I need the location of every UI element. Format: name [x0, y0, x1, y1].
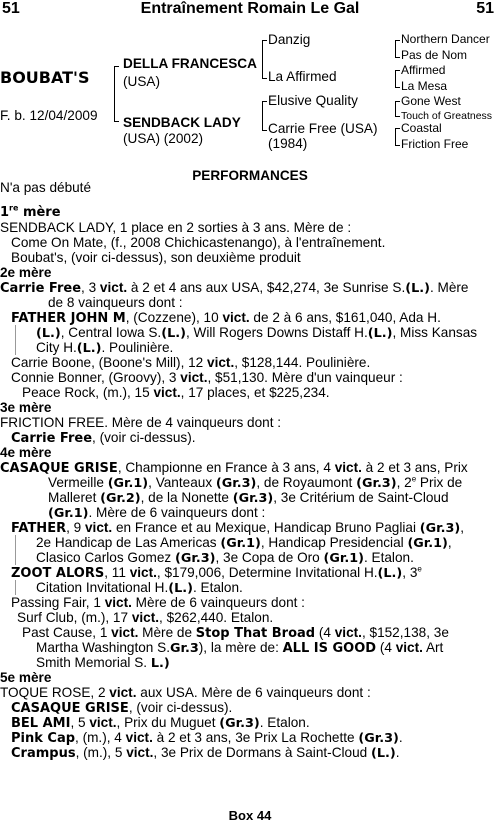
bracket-gg1 — [395, 40, 400, 58]
text-line: de 8 vainqueurs dont : — [48, 295, 183, 310]
text-line: City H.(L.). Poulinière. — [36, 340, 174, 356]
bracket-gg2 — [395, 70, 400, 88]
horse-name: BOUBAT'S — [0, 68, 90, 87]
text-line: Boubat's, (voir ci-dessus), son deuxième produit — [11, 250, 301, 265]
text-line: FRICTION FREE. Mère de 4 vainqueurs dont : — [0, 415, 282, 430]
text-line: Passing Fair, 1 vict. Mère de 6 vainqueurs dont : — [11, 595, 305, 610]
text-line: BEL AMI, 5 vict., Prix du Muguet (Gr.3). Etalon. — [11, 715, 310, 731]
text-line: Carrie Boone, (Boone's Mill), 12 vict., $128,144. Poulinière. — [11, 355, 371, 370]
text-line: TOQUE ROSE, 2 vict. aux USA. Mère de 6 vainqueurs dont : — [0, 685, 371, 700]
gg-8: Friction Free — [401, 137, 469, 151]
gg-5: Gone West — [401, 94, 461, 108]
bracket-gg4 — [395, 128, 400, 146]
box-footer: Box 44 — [228, 808, 272, 823]
sire-sire: Danzig — [268, 32, 311, 47]
gg-6: Touch of Greatness — [401, 110, 493, 122]
text-line: Citation Invitational H.(L.). Etalon. — [0, 580, 500, 595]
page-title: Entraînement Romain Le Gal — [140, 0, 360, 17]
dam-dam-year: (1984) — [268, 136, 308, 151]
gg-3: Affirmed — [401, 63, 446, 77]
text-line: ZOOT ALORS, 11 vict., $179,006, Determine Invitational H.(L.), 3e — [11, 564, 422, 581]
text-line: SENDBACK LADY, 1 place en 2 sorties à 3 ans. Mère de : — [0, 220, 352, 235]
dam-origin: (USA) (2002) — [123, 131, 204, 146]
sire-origin: (USA) — [123, 74, 161, 89]
text-line: Malleret (Gr.2), de la Nonette (Gr.3), 3e Critérium de Saint-Cloud — [48, 490, 449, 506]
gg-7: Coastal — [401, 121, 442, 135]
text-line: CASAQUE GRISE, Championne en France à 3 ans, 4 vict. à 2 et 3 ans, Prix — [0, 460, 468, 476]
document-body — [0, 180, 500, 760]
text-line: FATHER JOHN M, (Cozzene), 10 vict. de 2 à 6 ans, $161,040, Ada H. — [11, 310, 441, 326]
gg-4: La Mesa — [401, 79, 448, 93]
text-line: Clasico Carlos Gomez (Gr.3), 3e Copa de Oro (Gr.1). Etalon. — [36, 550, 414, 566]
text-line: (L.), Central Iowa S.(L.), Will Rogers Downs Distaff H.(L.), Miss Kansas — [0, 325, 500, 340]
text-line: Pink Cap, (m.), 4 vict. à 2 et 3 ans, 3e Prix La Rochette (Gr.3). — [11, 730, 403, 746]
performances-text: N'a pas débuté — [0, 180, 92, 195]
dam-sire: Elusive Quality — [268, 93, 358, 108]
text-line: 2e Handicap de Las Americas (Gr.1), Handicap Presidencial (Gr.1), — [0, 535, 500, 550]
text-line: Surf Club, (m.), 17 vict., $262,440. Etalon. — [17, 610, 274, 625]
page-header — [0, 0, 500, 18]
text-line: Martha Washington S.Gr.3), la mère de: ALL IS GOOD (4 vict. Art — [36, 640, 444, 656]
page-number-left: 51 — [2, 0, 20, 17]
text-line: (Gr.1). Mère de 6 vainqueurs dont : — [48, 505, 266, 521]
section-3rd-dam: 3e mère — [0, 400, 52, 415]
sire-dam: La Affirmed — [268, 69, 337, 84]
text-line: Smith Memorial S. L.) — [36, 655, 170, 671]
dam-dam: Carrie Free (USA) — [268, 121, 378, 136]
sire-parents-bracket — [262, 40, 267, 79]
text-line: Peace Rock, (m.), 15 vict., 17 places, et $225,234. — [22, 385, 330, 400]
text-line: Crampus, (m.), 5 vict., 3e Prix de Dormans à Saint-Cloud (L.). — [11, 745, 400, 761]
horse-birth: F. b. 12/04/2009 — [0, 108, 98, 123]
gg-1: Northern Dancer — [401, 32, 490, 46]
dam-name: SENDBACK LADY — [123, 115, 241, 130]
section-1st-dam: 1re mère — [0, 203, 61, 220]
section-5th-dam: 5e mère — [0, 670, 52, 685]
text-line: Carrie Free, 3 vict. à 2 et 4 ans aux USA, $42,274, 3e Sunrise S.(L.). Mère — [0, 280, 469, 296]
sire-dam-bracket — [114, 66, 119, 122]
page-number-right: 51 — [476, 0, 494, 17]
text-line: Come On Mate, (f., 2008 Chichicastenango), à l'entraînement. — [11, 235, 386, 250]
performances-title: PERFORMANCES — [192, 168, 308, 183]
text-line: CASAQUE GRISE, (voir ci-dessus). — [11, 700, 233, 716]
bracket-gg3 — [395, 101, 400, 117]
text-line: FATHER, 9 vict. en France et au Mexique, Handicap Bruno Pagliai (Gr.3), — [11, 520, 464, 536]
text-line: Vermeille (Gr.1), Vanteaux (Gr.3), de Royaumont (Gr.3), 2e Prix de — [48, 474, 463, 491]
text-line: Past Cause, 1 vict. Mère de Stop That Broad (4 vict., $152,138, 3e — [22, 625, 449, 641]
text-line: Connie Bonner, (Groovy), 3 vict., $51,130. Mère d'un vainqueur : — [11, 370, 403, 385]
section-2nd-dam: 2e mère — [0, 265, 52, 280]
gg-2: Pas de Nom — [401, 48, 468, 62]
text-line: Carrie Free, (voir ci-dessus). — [11, 430, 196, 446]
section-4th-dam: 4e mère — [0, 445, 52, 460]
dam-parents-bracket — [262, 101, 267, 131]
sire-name: DELLA FRANCESCA — [123, 56, 257, 71]
